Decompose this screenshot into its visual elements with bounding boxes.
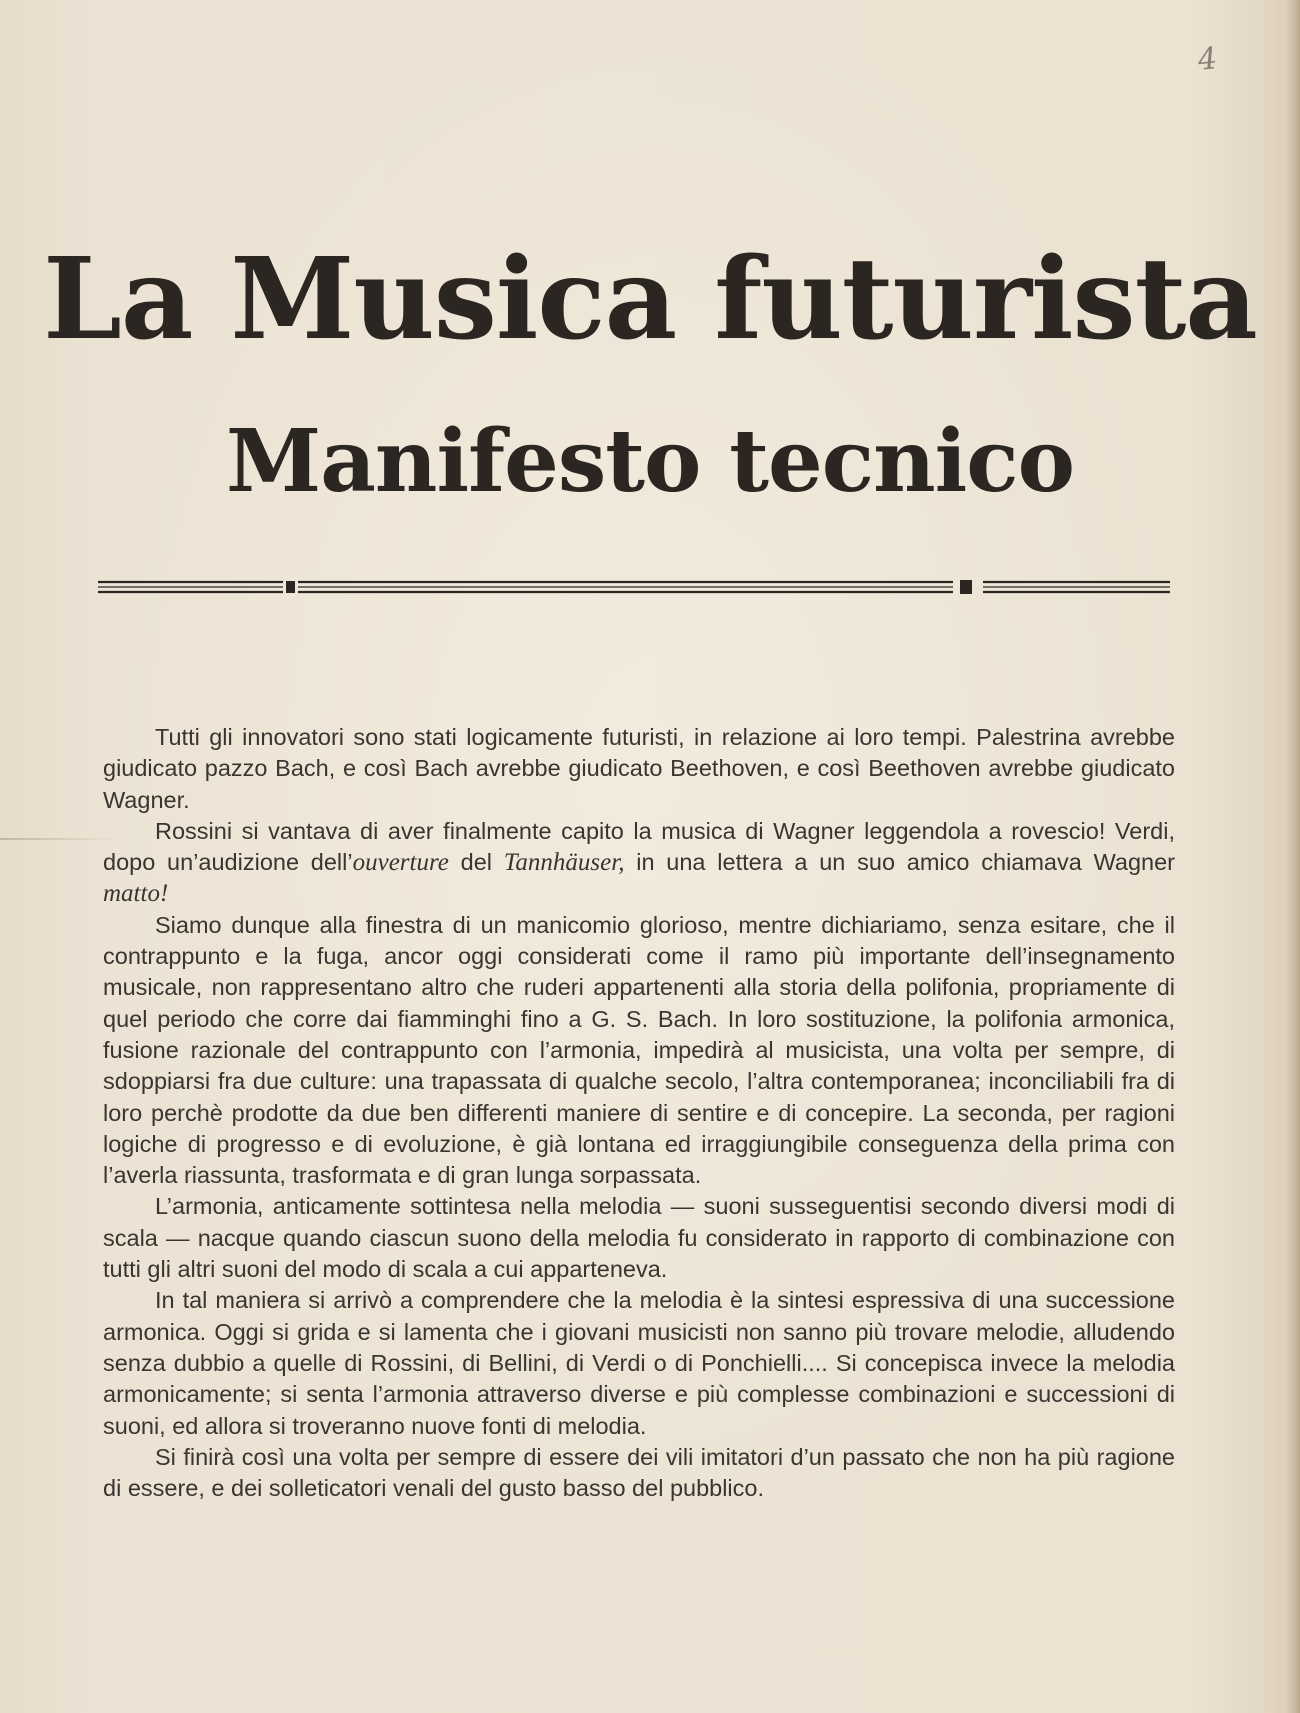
text-segment: in una lettera a un suo amico chiamava Wagner — [624, 849, 1176, 876]
body-paragraph — [103, 816, 1175, 910]
italic-term: matto! — [103, 880, 169, 908]
fold-mark — [0, 838, 120, 840]
page-title: La Musica futurista — [43, 234, 1257, 365]
text-segment: del — [448, 849, 504, 876]
text-segment: Rossini si vantava di aver finalmente capito la musica di Wagner leggendola a rovescio! Verdi, dopo un’audizione dell’ — [103, 817, 1175, 876]
italic-term: Tannhäuser, — [503, 849, 625, 877]
text-segment: Siamo dunque alla finestra di un manicomio glorioso, mentre dichiariamo, senza esitare, che il contrappunto e la fuga, ancor oggi considerati come il ramo più importante dell’insegnamento musicale, non rappresentano altro che ruderi appartenenti alla storia della polifonia, propriamente di quel periodo che corre dai fiamminghi fino a G. S. Bach. In loro sostituzione, la polifonia armonica, fusione razionale del contrappunto con l’armonia, impedirà al musicista, una volta per sempre, di sdoppiarsi fra due culture: una trapassata di qualche secolo, l’altra contemporanea; inconciliabili fra di loro perchè prodotte da due ben differenti maniere di sentire e di concepire. La seconda, per ragioni logiche di progresso e di evoluzione, è già lontana ed irraggiungibile conseguenza della prima con l’averla riassunta, trasformata e di gran lunga sorpassata. — [103, 911, 1175, 1189]
body-paragraph — [103, 1191, 1175, 1285]
body-paragraph — [103, 722, 1175, 816]
text-segment: Tutti gli innovatori sono stati logicamente futuristi, in relazione ai loro tempi. Palestrina avrebbe giudicato pazzo Bach, e così Bach avrebbe giudicato Beethoven, e così Beethoven avrebbe giudicato Wagner. — [103, 724, 1175, 813]
page-subtitle: Manifesto tecnico — [226, 411, 1074, 512]
body-paragraph — [103, 910, 1175, 1192]
page-number-mark: 4 — [1196, 41, 1219, 78]
text-segment: Si finirà così una volta per sempre di essere dei vili imitatori d’un passato che non ha più ragione di essere, e dei solleticatori venali del gusto basso del pubblico. — [103, 1443, 1175, 1502]
text-segment: L’armonia, anticamente sottintesa nella melodia — suoni susseguentisi secondo diversi modi di scala — nacque quando ciascun suono della melodia fu considerato in rapporto di combinazione con tutti gli altri suoni del modo di scala a cui apparteneva. — [103, 1193, 1175, 1283]
body-paragraph — [103, 1285, 1175, 1441]
text-segment: In tal maniera si arrivò a comprendere che la melodia è la sintesi espressiva di una successione armonica. Oggi si grida e si lamenta che i giovani musicisti non sanno più trovare melodie, alludendo senza dubbio a quelle di Rossini, di Bellini, di Verdi o di Ponchielli.... Si concepisca invece la melodia armonicamente; si senta l’armonia attraverso diverse e più complesse combinazioni e successioni di suoni, ed allora si troveranno nuove fonti di melodia. — [103, 1287, 1175, 1439]
ornamental-rule — [98, 575, 1170, 599]
body-paragraph — [103, 1442, 1175, 1505]
manifesto-body — [103, 722, 1175, 1504]
italic-term: ouverture — [352, 849, 449, 877]
